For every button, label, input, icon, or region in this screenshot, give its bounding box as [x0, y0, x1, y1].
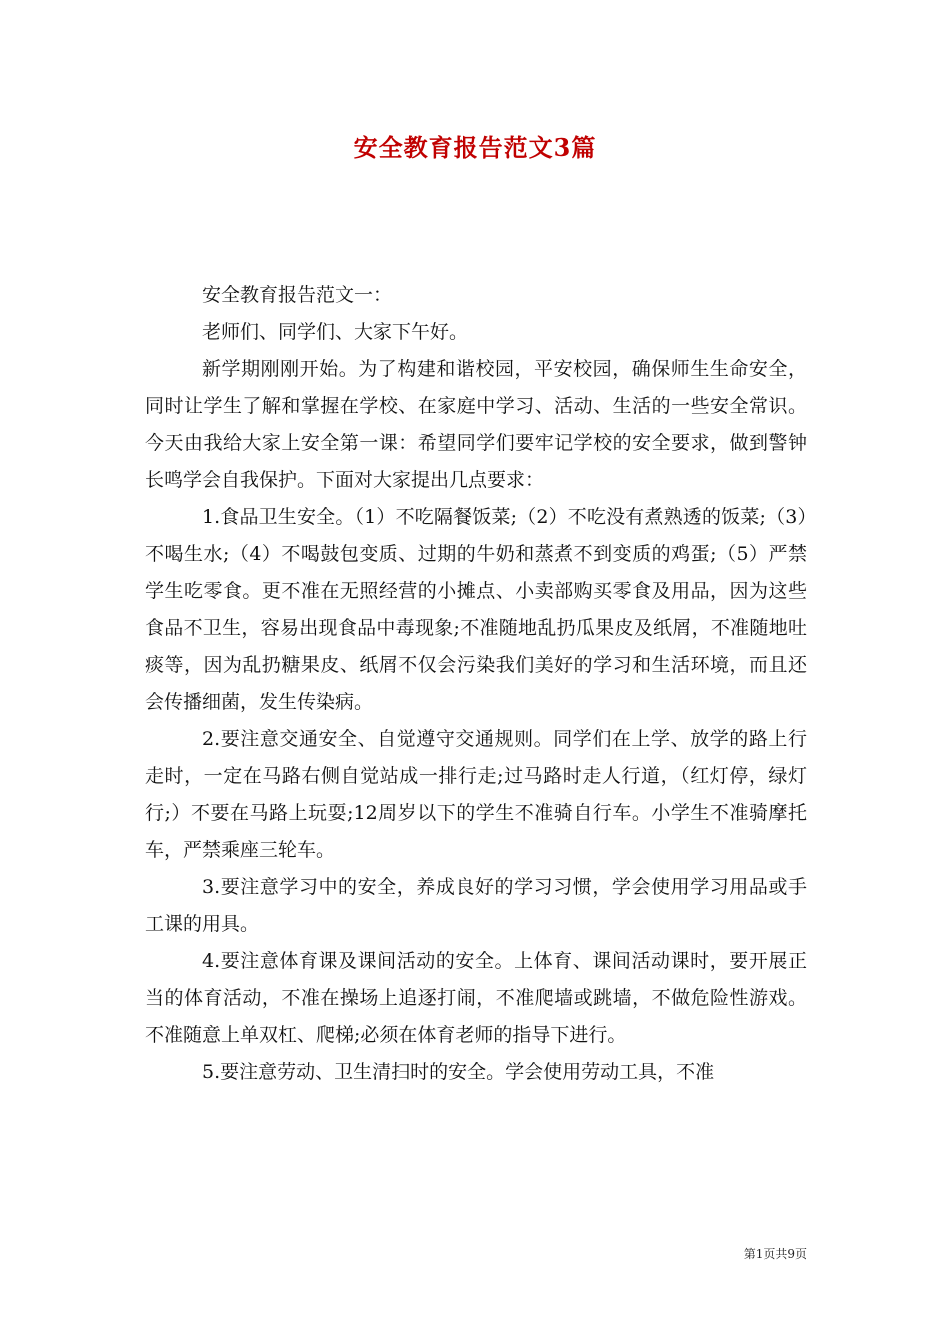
document-title: 安全教育报告范文3篇 — [353, 133, 597, 162]
paragraph-greeting: 老师们、同学们、大家下午好。 — [202, 321, 469, 343]
paragraph-item-2: 2.要注意交通安全、自觉遵守交通规则。同学们在上学、放学的路上行走时，一定在马路右侧自觉站成一排行走;过马路时走人行道，（红灯停，绿灯行;）不要在马路上玩耍;12周岁以下的学生不准骑自行车。小学生不准骑摩托车，严禁乘座三轮车。 — [145, 728, 807, 861]
paragraph-item-5: 5.要注意劳动、卫生清扫时的安全。学会使用劳动工具，不准 — [202, 1061, 715, 1083]
page-number-footer: 第1页共9页 — [743, 1247, 807, 1261]
paragraph-item-3: 3.要注意学习中的安全，养成良好的学习习惯，学会使用学习用品或手工课的用具。 — [145, 876, 807, 935]
paragraph-heading: 安全教育报告范文一： — [202, 284, 393, 306]
paragraph-item-1: 1.食品卫生安全。（1）不吃隔餐饭菜;（2）不吃没有煮熟透的饭菜;（3）不喝生水;（4）不喝鼓包变质、过期的牛奶和蒸煮不到变质的鸡蛋;（5）严禁学生吃零食。更不准在无照经营的小摊点、小卖部购买零食及用品，因为这些食品不卫生，容易出现食品中毒现象;不准随地乱扔瓜果皮及纸屑，不准随地吐痰等，因为乱扔糖果皮、纸屑不仅会污染我们美好的学习和生活环境，而且还会传播细菌，发生传染病。 — [145, 506, 807, 713]
paragraph-item-4: 4.要注意体育课及课间活动的安全。上体育、课间活动课时，要开展正当的体育活动，不准在操场上追逐打闹，不准爬墙或跳墙，不做危险性游戏。不准随意上单双杠、爬梯;必须在体育老师的指导下进行。 — [145, 950, 807, 1046]
paragraph-intro: 新学期刚刚开始。为了构建和谐校园，平安校园，确保师生生命安全，同时让学生了解和掌握在学校、在家庭中学习、活动、生活的一些安全常识。今天由我给大家上安全第一课：希望同学们要牢记学校的安全要求，做到警钟长鸣学会自我保护。下面对大家提出几点要求： — [145, 358, 807, 491]
document-body — [145, 277, 807, 1091]
